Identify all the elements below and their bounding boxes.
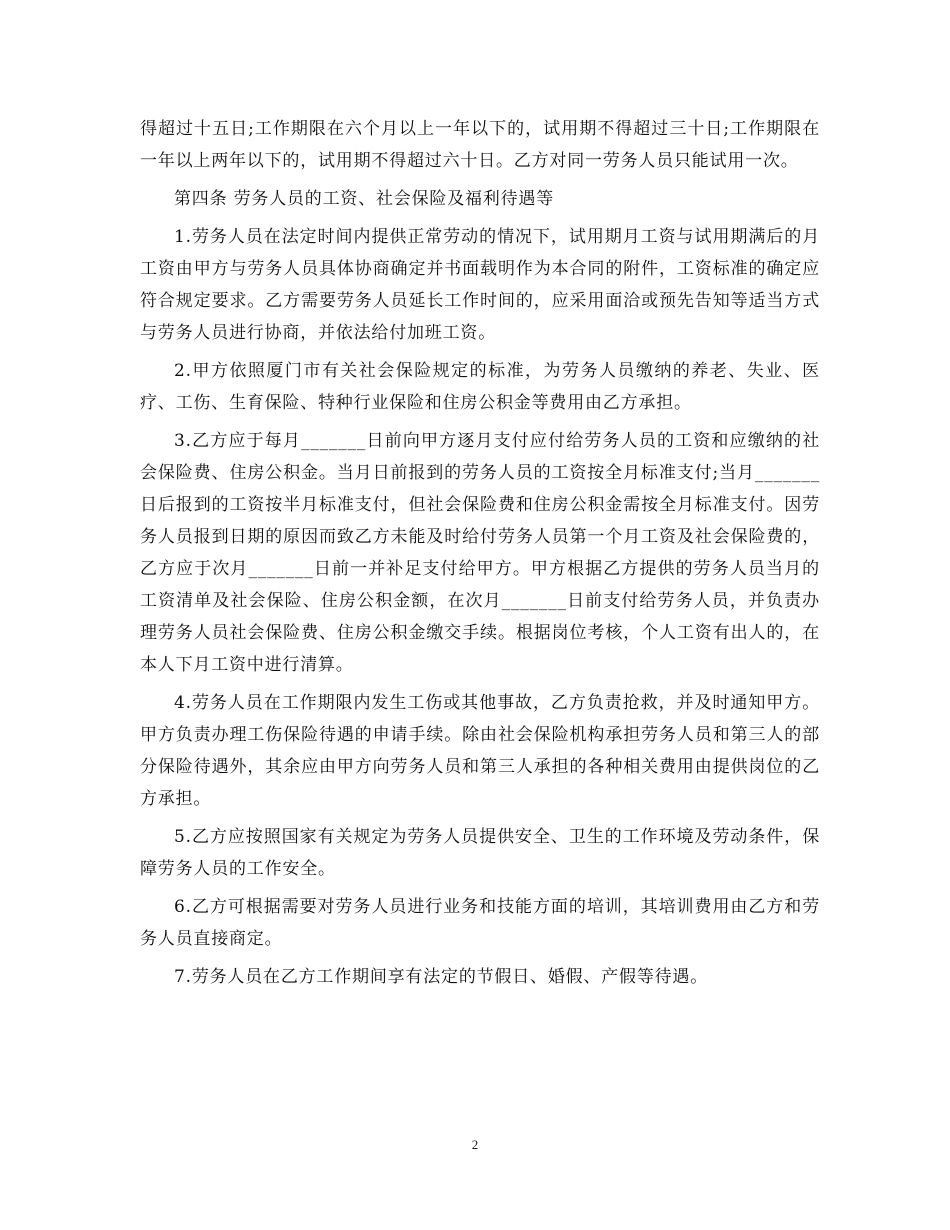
document-body (140, 113, 820, 999)
page-number: 2 (471, 1137, 479, 1152)
paragraph-clause-3: 3.乙方应于每月_______日前向甲方逐月支付应付给劳务人员的工资和应缴纳的社会保险费、住房公积金。当月日前报到的劳务人员的工资按全月标准支付;当月_______日后报到的工资按半月标准支付，但社会保险费和住房公积金需按全月标准支付。因劳务人员报到日期的原因而致乙方未能及时给付劳务人员第一个月工资及社会保险费的，乙方应于次月_______日前一并补足支付给甲方。甲方根据乙方提供的劳务人员当月的工资清单及社会保险、住房公积金额，在次月_______日前支付给劳务人员，并负责办理劳务人员社会保险费、住房公积金缴交手续。根据岗位考核，个人工资有出人的，在本人下月工资中进行清算。 (140, 431, 820, 675)
paragraph-clause-4: 4.劳务人员在工作期限内发生工伤或其他事故，乙方负责抢救，并及时通知甲方。甲方负责办理工伤保险待遇的申请手续。除由社会保险机构承担劳务人员和第三人的部分保险待遇外，其余应由甲方向劳务人员和第三人承担的各种相关费用由提供岗位的乙方承担。 (140, 693, 820, 809)
paragraph-clause-1: 1.劳务人员在法定时间内提供正常劳动的情况下，试用期月工资与试用期满后的月工资由甲方与劳务人员具体协商确定并书面载明作为本合同的附件，工资标准的确定应符合规定要求。乙方需要劳务人员延长工作时间的，应采用面洽或预先告知等适当方式与劳务人员进行协商，并依法给付加班工资。 (140, 227, 820, 343)
paragraph-clause-5: 5.乙方应按照国家有关规定为劳务人员提供安全、卫生的工作环境及劳动条件，保障劳务人员的工作安全。 (140, 827, 820, 879)
paragraph-clause-2: 2.甲方依照厦门市有关社会保险规定的标准，为劳务人员缴纳的养老、失业、医疗、工伤、生育保险、特种行业保险和住房公积金等费用由乙方承担。 (140, 361, 820, 413)
article-four-heading: 第四条 劳务人员的工资、社会保险及福利待遇等 (174, 189, 555, 209)
paragraph-probation-continued: 得超过十五日;工作期限在六个月以上一年以下的，试用期不得超过三十日;工作期限在一年以上两年以下的，试用期不得超过六十日。乙方对同一劳务人员只能试用一次。 (140, 119, 820, 171)
paragraph-clause-6: 6.乙方可根据需要对劳务人员进行业务和技能方面的培训，其培训费用由乙方和劳务人员直接商定。 (140, 897, 820, 949)
paragraph-clause-7: 7.劳务人员在乙方工作期间享有法定的节假日、婚假、产假等待遇。 (174, 967, 709, 987)
